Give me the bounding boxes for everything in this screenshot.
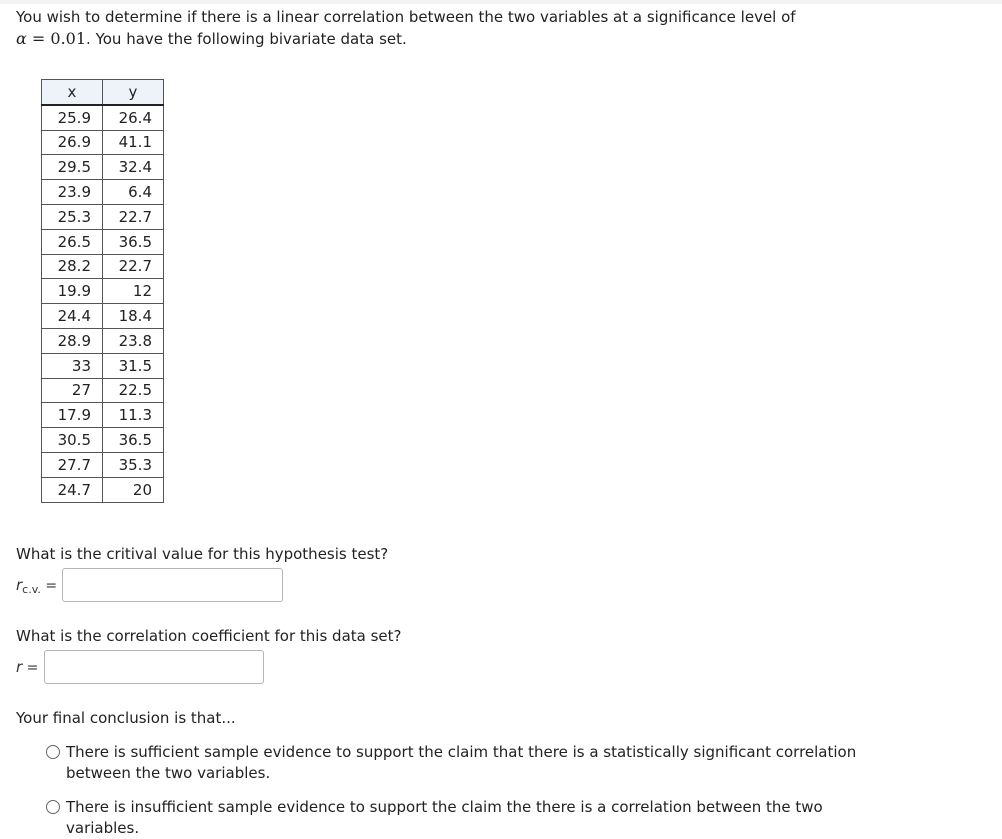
cell-x: 27 [42, 378, 103, 403]
table-row [42, 353, 164, 378]
correlation-coefficient-input[interactable] [44, 650, 264, 684]
cell-y: 23.8 [103, 328, 164, 353]
cell-y: 36.5 [103, 229, 164, 254]
conclusion-option-insufficient[interactable] [46, 797, 876, 839]
cell-y: 11.3 [103, 403, 164, 428]
cell-x: 24.4 [42, 304, 103, 329]
cell-x: 28.2 [42, 254, 103, 279]
cell-x: 19.9 [42, 279, 103, 304]
correlation-coefficient-question: What is the correlation coefficient for this data set? [16, 627, 402, 645]
table-row [42, 477, 164, 502]
table-header-row [42, 80, 164, 105]
cell-y: 22.5 [103, 378, 164, 403]
cell-y: 22.7 [103, 204, 164, 229]
r-symbol: r [16, 658, 23, 676]
table-row [42, 452, 164, 477]
table-row [42, 229, 164, 254]
cell-y: 36.5 [103, 428, 164, 453]
table-row [42, 279, 164, 304]
equals-sign: = [26, 660, 39, 676]
cell-y: 6.4 [103, 180, 164, 205]
critical-value-label [16, 576, 57, 596]
cell-x: 27.7 [42, 452, 103, 477]
table-row [42, 180, 164, 205]
critical-value-question: What is the critival value for this hypothesis test? [16, 545, 389, 563]
table-row [42, 304, 164, 329]
cell-y: 12 [103, 279, 164, 304]
cv-subscript: c.v. [22, 583, 41, 596]
cell-y: 26.4 [103, 105, 164, 130]
radio-button[interactable] [46, 800, 60, 814]
intro-line2: . You have the following bivariate data set. [86, 30, 407, 48]
cell-y: 32.4 [103, 155, 164, 180]
cell-y: 20 [103, 477, 164, 502]
alpha-symbol: α [16, 29, 27, 48]
cell-y: 31.5 [103, 353, 164, 378]
cell-y: 22.7 [103, 254, 164, 279]
table-row [42, 428, 164, 453]
table-row [42, 403, 164, 428]
cell-x: 25.3 [42, 204, 103, 229]
cell-x: 33 [42, 353, 103, 378]
cell-x: 24.7 [42, 477, 103, 502]
top-border [0, 0, 1002, 4]
option-label: There is sufficient sample evidence to support the claim that there is a statistically significant correlation between the two variables. [66, 743, 857, 782]
cell-x: 26.9 [42, 130, 103, 155]
problem-statement [16, 7, 916, 50]
intro-line1: You wish to determine if there is a linear correlation between the two variables at a significance level of [16, 8, 796, 26]
conclusion-option-sufficient[interactable] [46, 742, 876, 784]
table-row [42, 378, 164, 403]
equals-sign: = [45, 578, 58, 594]
cell-x: 17.9 [42, 403, 103, 428]
cell-x: 29.5 [42, 155, 103, 180]
table-row [42, 204, 164, 229]
header-y: y [103, 80, 164, 105]
alpha-value: 0.01 [50, 29, 87, 48]
alpha-equals: = [31, 29, 46, 48]
cell-x: 26.5 [42, 229, 103, 254]
alpha-expression [16, 29, 86, 48]
cell-y: 41.1 [103, 130, 164, 155]
cell-y: 35.3 [103, 452, 164, 477]
table-row [42, 328, 164, 353]
cell-x: 28.9 [42, 328, 103, 353]
cell-x: 25.9 [42, 105, 103, 130]
table-row [42, 130, 164, 155]
cell-x: 23.9 [42, 180, 103, 205]
header-x: x [42, 80, 103, 105]
correlation-coefficient-label [16, 658, 38, 676]
r-symbol: r [16, 576, 23, 594]
table-row [42, 155, 164, 180]
cell-y: 18.4 [103, 304, 164, 329]
option-label: There is insufficient sample evidence to support the claim the there is a correlation between the two variables. [66, 798, 823, 837]
conclusion-question: Your final conclusion is that... [16, 709, 236, 727]
critical-value-input[interactable] [62, 568, 283, 602]
table-row [42, 254, 164, 279]
radio-button[interactable] [46, 745, 60, 759]
cell-x: 30.5 [42, 428, 103, 453]
bivariate-data-table [41, 79, 164, 503]
table-row [42, 105, 164, 130]
